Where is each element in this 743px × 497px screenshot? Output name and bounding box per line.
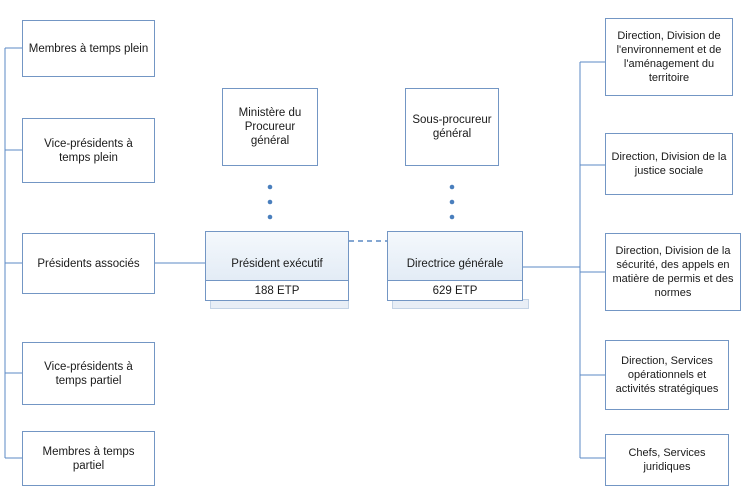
- node-chefs-services-juridiques[interactable]: [605, 434, 729, 486]
- node-directrice-generale[interactable]: [387, 231, 523, 281]
- node-label: Ministère du Procureur général: [238, 107, 302, 147]
- node-label: Membres à temps plein: [28, 42, 149, 55]
- node-sous-procureur-general[interactable]: [405, 88, 499, 166]
- etp-value: 629 ETP: [432, 284, 478, 297]
- node-direction-services-operationnels[interactable]: [605, 340, 729, 410]
- etp-value: 188 ETP: [254, 284, 300, 297]
- node-label: Direction, Services opérationnels et activités stratégiques: [615, 355, 719, 395]
- node-label: Présidents associés: [37, 257, 140, 270]
- node-label: Sous-procureur général: [412, 114, 492, 140]
- node-president-executif[interactable]: [205, 231, 349, 281]
- node-vice-presidents-temps-partiel[interactable]: [22, 342, 155, 405]
- node-membres-temps-plein[interactable]: [22, 20, 155, 77]
- node-vice-presidents-temps-plein[interactable]: [22, 118, 155, 183]
- dotted-connector-left: [268, 185, 273, 220]
- node-label: Membres à temps partiel: [42, 445, 135, 472]
- node-direction-justice-sociale[interactable]: [605, 133, 733, 195]
- node-presidents-associes[interactable]: [22, 233, 155, 294]
- node-label: Direction, Division de la sécurité, des appels en matière de permis et des normes: [612, 245, 734, 299]
- node-label: Direction, Division de la justice sociale: [611, 151, 727, 177]
- node-direction-environnement-amenagement[interactable]: [605, 18, 733, 96]
- node-ministere-procureur-general[interactable]: [222, 88, 318, 166]
- node-president-executif-etp: [205, 280, 349, 301]
- node-directrice-generale-etp: [387, 280, 523, 301]
- node-label: Vice-présidents à temps plein: [44, 137, 133, 164]
- node-direction-securite-appels-permis-normes[interactable]: [605, 233, 741, 311]
- node-label: Directrice générale: [406, 258, 504, 270]
- node-label: Chefs, Services juridiques: [628, 447, 706, 473]
- node-label: Direction, Division de l'environnement et de l'aménagement du territoire: [616, 30, 722, 84]
- dotted-connector-right: [450, 185, 455, 220]
- node-label: Vice-présidents à temps partiel: [44, 360, 133, 387]
- node-label: Président exécutif: [231, 258, 323, 270]
- node-membres-temps-partiel[interactable]: [22, 431, 155, 486]
